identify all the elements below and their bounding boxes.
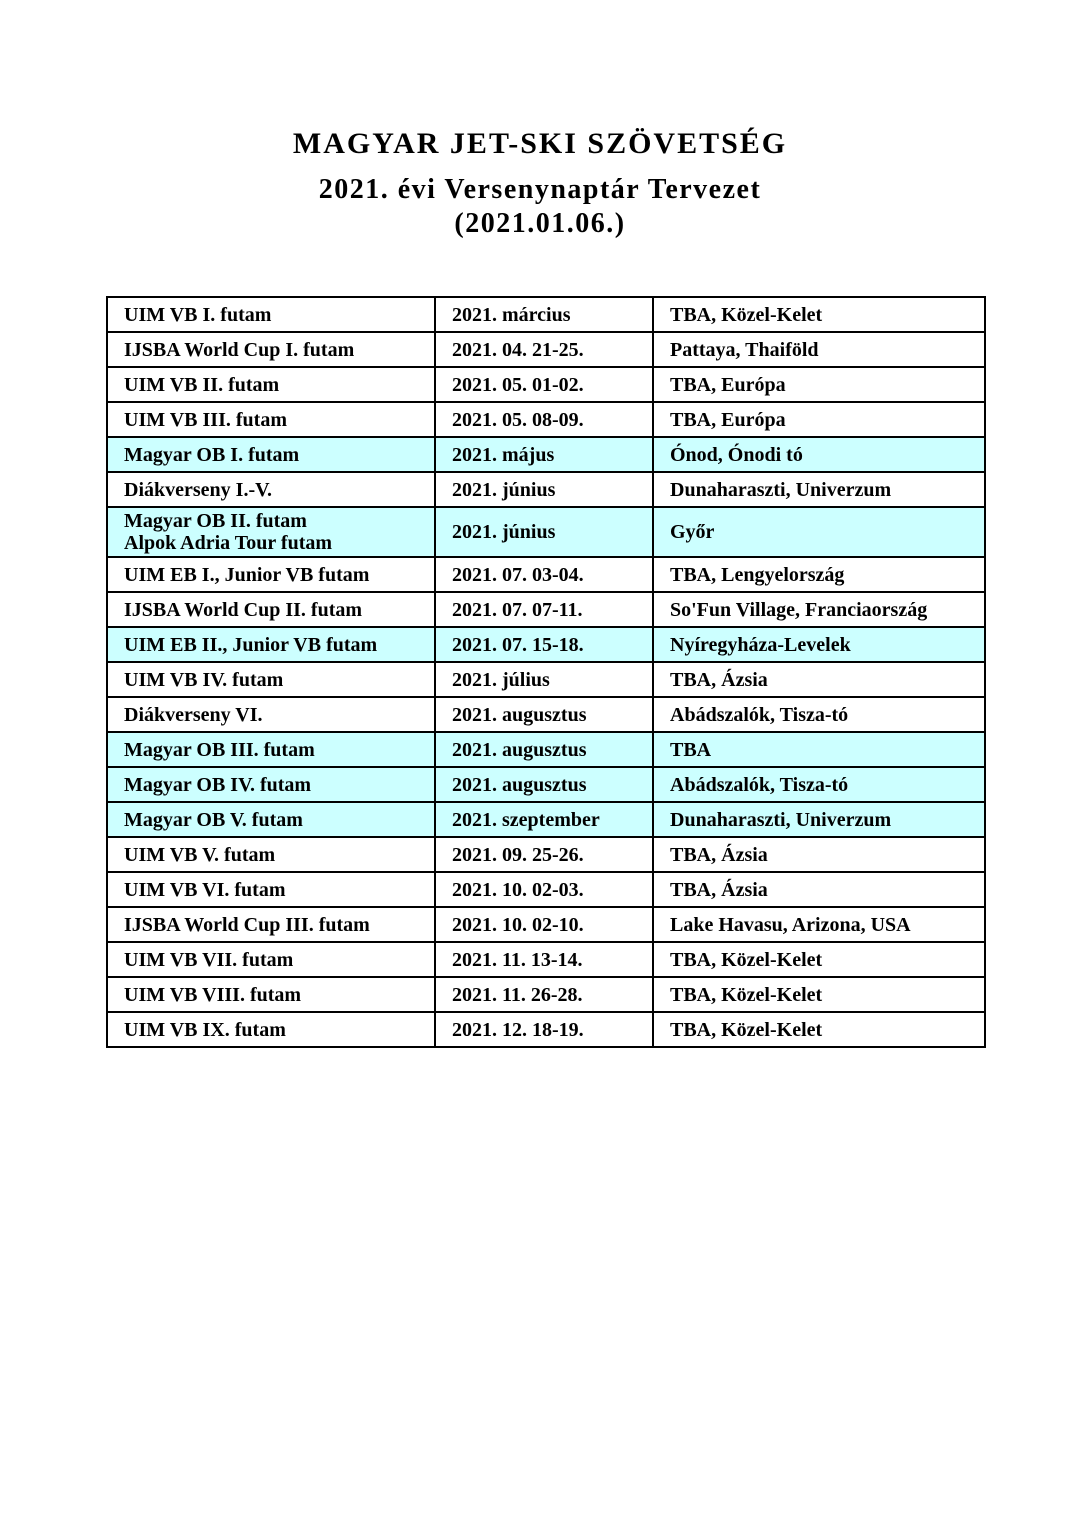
location-cell: Pattaya, Thaiföld	[653, 332, 985, 367]
table-row	[107, 732, 985, 767]
event-name: UIM VB V. futam	[124, 843, 276, 866]
date-cell: 2021. 10. 02-03.	[435, 872, 653, 907]
document-date: (2021.01.06.)	[454, 208, 626, 239]
table-row	[107, 697, 985, 732]
location-cell: TBA, Közel-Kelet	[653, 977, 985, 1012]
event-cell	[107, 1012, 435, 1047]
event-cell	[107, 437, 435, 472]
location-cell: TBA, Ázsia	[653, 837, 985, 872]
location-cell: TBA, Közel-Kelet	[653, 942, 985, 977]
event-name: Alpok Adria Tour futam	[124, 532, 333, 554]
table-row	[107, 767, 985, 802]
event-cell	[107, 367, 435, 402]
location-cell: Nyíregyháza-Levelek	[653, 627, 985, 662]
date-cell: 2021. 12. 18-19.	[435, 1012, 653, 1047]
date-cell: 2021. 07. 15-18.	[435, 627, 653, 662]
location-cell: TBA	[653, 732, 985, 767]
event-cell	[107, 662, 435, 697]
location-cell: Ónod, Ónodi tó	[653, 437, 985, 472]
event-name: IJSBA World Cup II. futam	[124, 598, 363, 621]
date-cell: 2021. 05. 01-02.	[435, 367, 653, 402]
event-cell	[107, 837, 435, 872]
table-row	[107, 472, 985, 507]
schedule-body	[107, 297, 985, 1047]
location-cell: TBA, Közel-Kelet	[653, 1012, 985, 1047]
event-name: Magyar OB V. futam	[124, 808, 303, 831]
date-cell: 2021. 07. 07-11.	[435, 592, 653, 627]
table-row	[107, 627, 985, 662]
table-row	[107, 907, 985, 942]
location-cell: So'Fun Village, Franciaország	[653, 592, 985, 627]
date-cell: 2021. március	[435, 297, 653, 332]
location-cell: TBA, Európa	[653, 402, 985, 437]
event-cell	[107, 767, 435, 802]
event-cell	[107, 697, 435, 732]
date-cell: 2021. július	[435, 662, 653, 697]
date-cell: 2021. 07. 03-04.	[435, 557, 653, 592]
event-name: IJSBA World Cup III. futam	[124, 913, 370, 936]
event-name: UIM VB VII. futam	[124, 948, 294, 971]
date-cell: 2021. 10. 02-10.	[435, 907, 653, 942]
event-name: UIM VB IX. futam	[124, 1018, 286, 1041]
table-row	[107, 872, 985, 907]
table-row	[107, 367, 985, 402]
event-name: Magyar OB II. futam	[124, 510, 307, 532]
table-row	[107, 802, 985, 837]
date-cell: 2021. augusztus	[435, 697, 653, 732]
event-name: UIM VB IV. futam	[124, 668, 284, 691]
document-subtitle: 2021. évi Versenynaptár Tervezet	[318, 174, 762, 205]
date-cell: 2021. 05. 08-09.	[435, 402, 653, 437]
table-row	[107, 662, 985, 697]
location-cell: Abádszalók, Tisza-tó	[653, 697, 985, 732]
event-name: Magyar OB III. futam	[124, 738, 315, 761]
location-cell: Dunaharaszti, Univerzum	[653, 472, 985, 507]
date-cell: 2021. június	[435, 507, 653, 557]
date-cell: 2021. 11. 13-14.	[435, 942, 653, 977]
table-row	[107, 557, 985, 592]
table-row	[107, 437, 985, 472]
event-name: IJSBA World Cup I. futam	[124, 338, 355, 361]
date-cell: 2021. 11. 26-28.	[435, 977, 653, 1012]
event-cell	[107, 557, 435, 592]
table-row	[107, 297, 985, 332]
location-cell: Lake Havasu, Arizona, USA	[653, 907, 985, 942]
location-cell: TBA, Európa	[653, 367, 985, 402]
table-row	[107, 977, 985, 1012]
table-row	[107, 592, 985, 627]
date-cell: 2021. május	[435, 437, 653, 472]
event-cell	[107, 592, 435, 627]
event-name: Diákverseny VI.	[124, 703, 263, 726]
event-cell	[107, 907, 435, 942]
event-cell	[107, 297, 435, 332]
event-cell	[107, 332, 435, 367]
location-cell: Győr	[653, 507, 985, 557]
location-cell: TBA, Lengyelország	[653, 557, 985, 592]
date-cell: 2021. június	[435, 472, 653, 507]
location-cell: TBA, Ázsia	[653, 872, 985, 907]
event-name: UIM EB II., Junior VB futam	[124, 633, 378, 656]
event-name: UIM VB I. futam	[124, 303, 272, 326]
table-row	[107, 332, 985, 367]
document-header	[0, 124, 1080, 240]
location-cell: Dunaharaszti, Univerzum	[653, 802, 985, 837]
table-row	[107, 1012, 985, 1047]
event-cell	[107, 627, 435, 662]
event-name: UIM VB III. futam	[124, 408, 287, 431]
event-cell	[107, 802, 435, 837]
event-cell	[107, 507, 435, 557]
event-cell	[107, 977, 435, 1012]
location-cell: Abádszalók, Tisza-tó	[653, 767, 985, 802]
table-row	[107, 402, 985, 437]
date-cell: 2021. 09. 25-26.	[435, 837, 653, 872]
event-name: UIM VB VI. futam	[124, 878, 286, 901]
event-name: UIM EB I., Junior VB futam	[124, 563, 370, 586]
date-cell: 2021. 04. 21-25.	[435, 332, 653, 367]
event-cell	[107, 402, 435, 437]
schedule-table	[106, 296, 986, 1048]
event-name: UIM VB VIII. futam	[124, 983, 302, 1006]
location-cell: TBA, Ázsia	[653, 662, 985, 697]
date-cell: 2021. augusztus	[435, 767, 653, 802]
event-cell	[107, 732, 435, 767]
date-cell: 2021. szeptember	[435, 802, 653, 837]
event-cell	[107, 472, 435, 507]
event-name: Magyar OB IV. futam	[124, 773, 312, 796]
event-cell	[107, 942, 435, 977]
event-name: Diákverseny I.-V.	[124, 478, 272, 501]
location-cell: TBA, Közel-Kelet	[653, 297, 985, 332]
table-row	[107, 507, 985, 557]
date-cell: 2021. augusztus	[435, 732, 653, 767]
document-title: MAGYAR JET-SKI SZÖVETSÉG	[292, 127, 788, 160]
event-cell	[107, 872, 435, 907]
event-name: UIM VB II. futam	[124, 373, 280, 396]
table-row	[107, 837, 985, 872]
table-row	[107, 942, 985, 977]
event-name: Magyar OB I. futam	[124, 443, 300, 466]
